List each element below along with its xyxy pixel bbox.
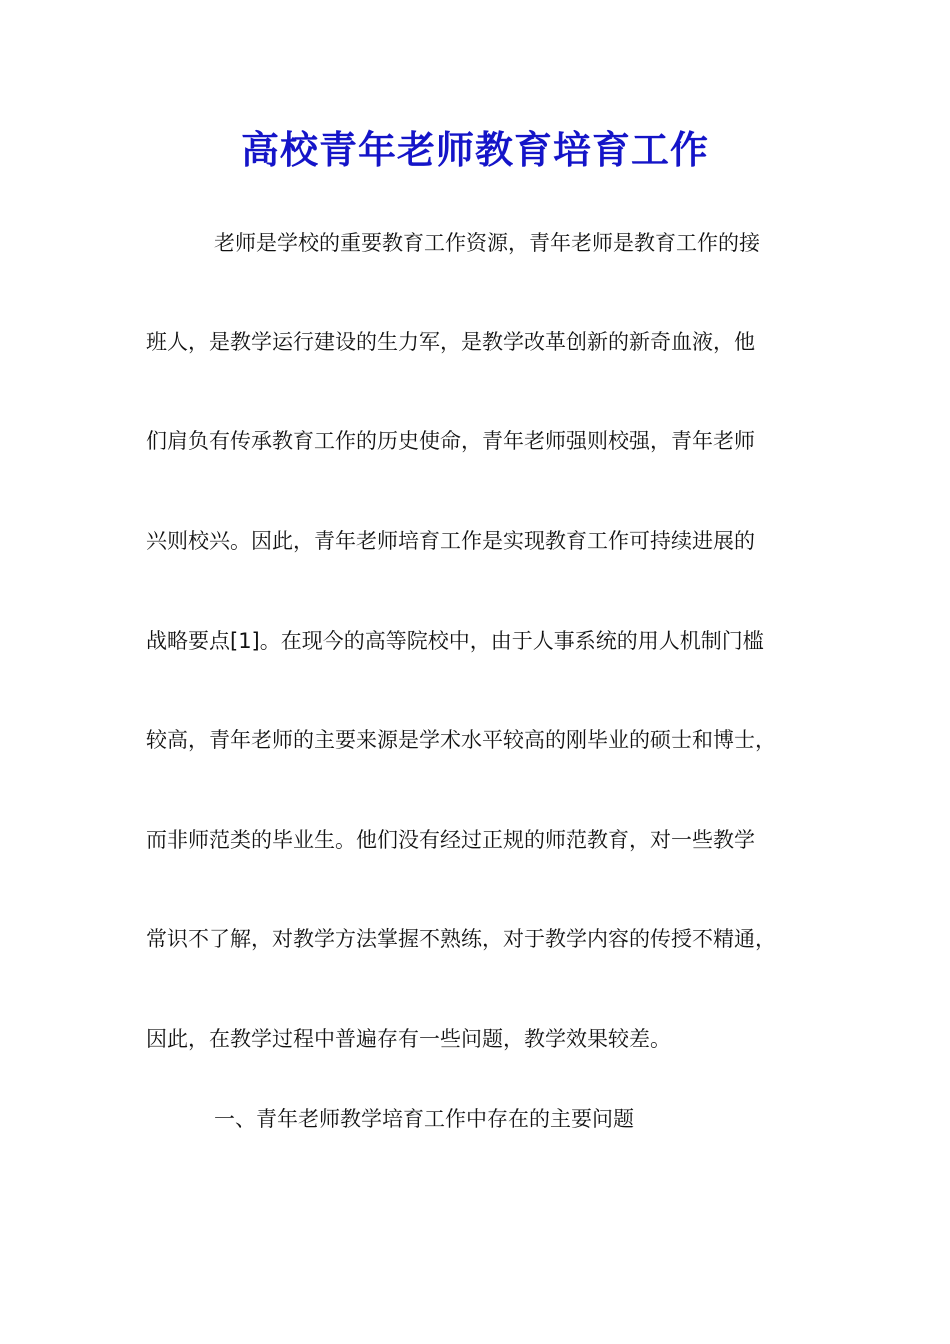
paragraph-line: 兴则校兴。因此，青年老师培育工作是实现教育工作可持续进展的 [146,529,755,553]
paragraph-line: 常识不了解，对教学方法掌握不熟练，对于教学内容的传授不精通， [146,927,776,951]
paragraph-line: 较高，青年老师的主要来源是学术水平较高的刚毕业的硕士和博士， [146,728,776,752]
document-title: 高校青年老师教育培育工作 [240,127,709,172]
paragraph-line: 战略要点[1]。在现今的高等院校中，由于人事系统的用人机制门槛 [146,629,764,653]
paragraph-line: 因此，在教学过程中普遍存有一些问题，教学效果较差。 [146,1027,671,1051]
paragraph-line: 而非师范类的毕业生。他们没有经过正规的师范教育，对一些教学 [146,828,755,852]
paragraph-line: 老师是学校的重要教育工作资源，青年老师是教育工作的接 [214,231,760,255]
paragraph-line: 们肩负有传承教育工作的历史使命，青年老师强则校强，青年老师 [146,429,755,453]
section-heading: 一、青年老师教学培育工作中存在的主要问题 [214,1107,634,1131]
paragraph-line: 班人，是教学运行建设的生力军，是教学改革创新的新奇血液，他 [146,330,755,354]
